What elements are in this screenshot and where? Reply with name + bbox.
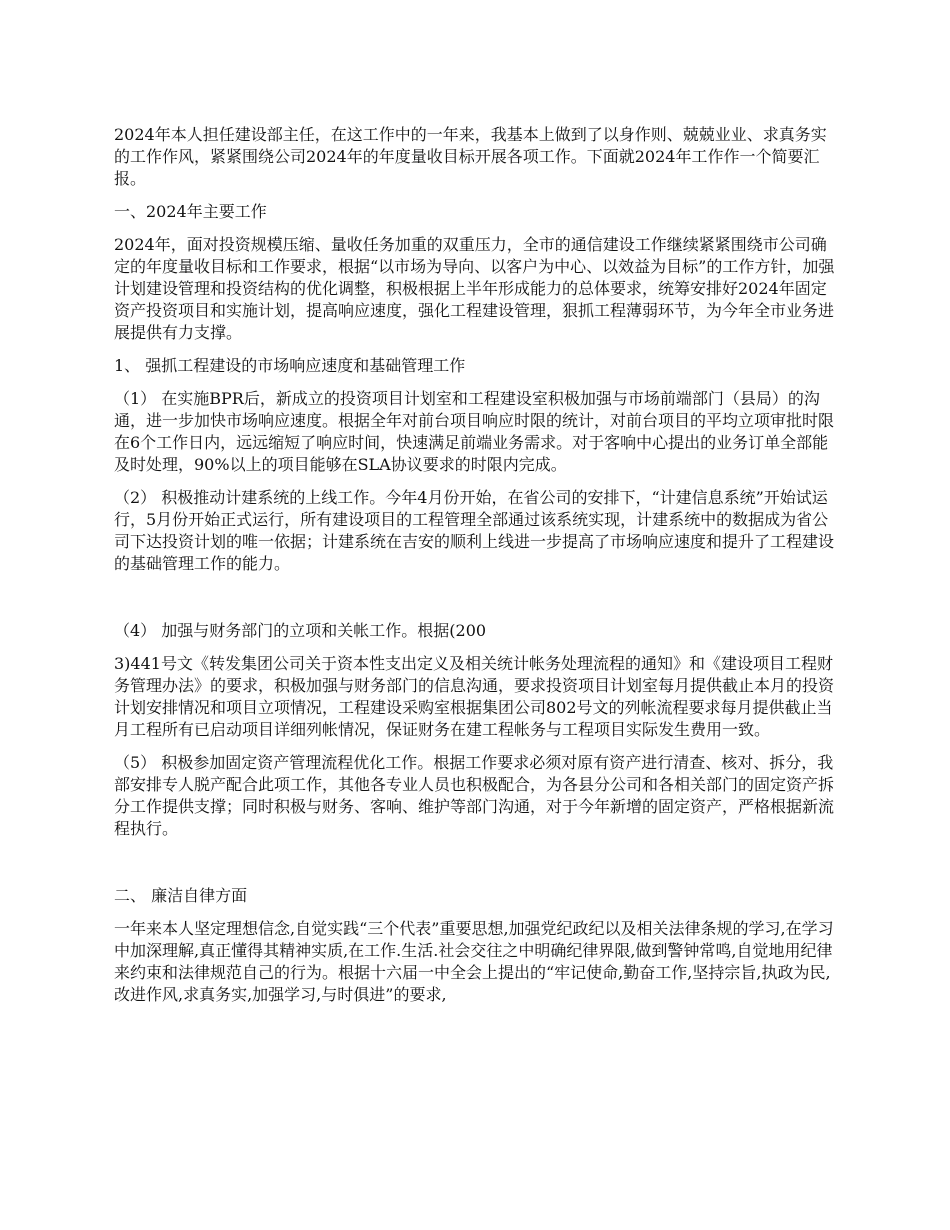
- subsection-heading-1: 1、 强抓工程建设的市场响应速度和基础管理工作: [114, 356, 466, 375]
- item-4-paragraph-continued: 3)441号文《转发集团公司关于资本性支出定义及相关统计帐务处理流程的通知》和《建设项目工程财务管理办法》的要求，积极加强与财务部门的信息沟通，要求投资项目计划室每月提供截止本月的投资计划安排情况和项目立项情况，工程建设采购室根据集团公司802号文的列帐流程要求每月提供截止当月工程所有已启动项目详细列帐情况，保证财务在建工程帐务与工程项目实际发生费用一致。: [114, 654, 835, 739]
- integrity-paragraph: 一年来本人坚定理想信念,自觉实践“三个代表”重要思想,加强党纪政纪以及相关法律条规的学习,在学习中加深理解,真正懂得其精神实质,在工作.生活.社会交往之中明确纪律界限,做到警钟常鸣,自觉地用纪律来约束和法律规范自己的行为。根据十六届一中全会上提出的“牢记使命,勤奋工作,坚持宗旨,执政为民,改进作风,求真务实,加强学习,与时俱进”的要求,: [114, 919, 834, 1004]
- item-4-paragraph-start: （4） 加强与财务部门的立项和关帐工作。根据(200: [114, 621, 487, 640]
- intro-paragraph: 2024年本人担任建设部主任，在这工作中的一年来，我基本上做到了以身作则、兢兢业业、求真务实的工作作风，紧紧围绕公司2024年的年度量收目标开展各项工作。下面就2024年工作作一个简要汇报。: [114, 125, 827, 188]
- main-work-paragraph: 2024年，面对投资规模压缩、量收任务加重的双重压力，全市的通信建设工作继续紧紧围绕市公司确定的年度量收目标和工作要求，根据“以市场为导向、以客户为中心、以效益为目标”的工作方针，加强计划建设管理和投资结构的优化调整，积极根据上半年形成能力的总体要求，统筹安排好2024年固定资产投资项目和实施计划，提高响应速度，强化工程建设管理，狠抓工程薄弱环节，为今年全市业务进展提供有力支撑。: [114, 235, 835, 342]
- item-5-paragraph: （5） 积极参加固定资产管理流程优化工作。根据工作要求必须对原有资产进行清查、核对、拆分，我部安排专人脱产配合此项工作，其他各专业人员也积极配合，为各县分公司和各相关部门的固定资产拆分工作提供支撑；同时积极与财务、客响、维护等部门沟通，对于今年新增的固定资产，严格根据新流程执行。: [114, 753, 835, 838]
- section-heading-main-work: 一、2024年主要工作: [114, 202, 267, 221]
- section-heading-integrity: 二、 廉洁自律方面: [114, 886, 248, 905]
- item-2-paragraph: （2） 积极推动计建系统的上线工作。今年4月份开始，在省公司的安排下，“计建信息系统”开始试运行，5月份开始正式运行，所有建设项目的工程管理全部通过该系统实现，计建系统中的数据成为省公司下达投资计划的唯一依据；计建系统在吉安的顺利上线进一步提高了市场响应速度和提升了工程建设的基础管理工作的能力。: [114, 488, 835, 573]
- document-body: [114, 124, 840, 1006]
- item-1-paragraph: （1） 在实施BPR后，新成立的投资项目计划室和工程建设室积极加强与市场前端部门（县局）的沟通，进一步加快市场响应速度。根据全年对前台项目响应时限的统计，对前台项目的平均立项审批时限在6个工作日内，远远缩短了响应时间，快速满足前端业务需求。对于客响中心提出的业务订单全部能及时处理，90%以上的项目能够在SLA协议要求的时限内完成。: [114, 389, 835, 474]
